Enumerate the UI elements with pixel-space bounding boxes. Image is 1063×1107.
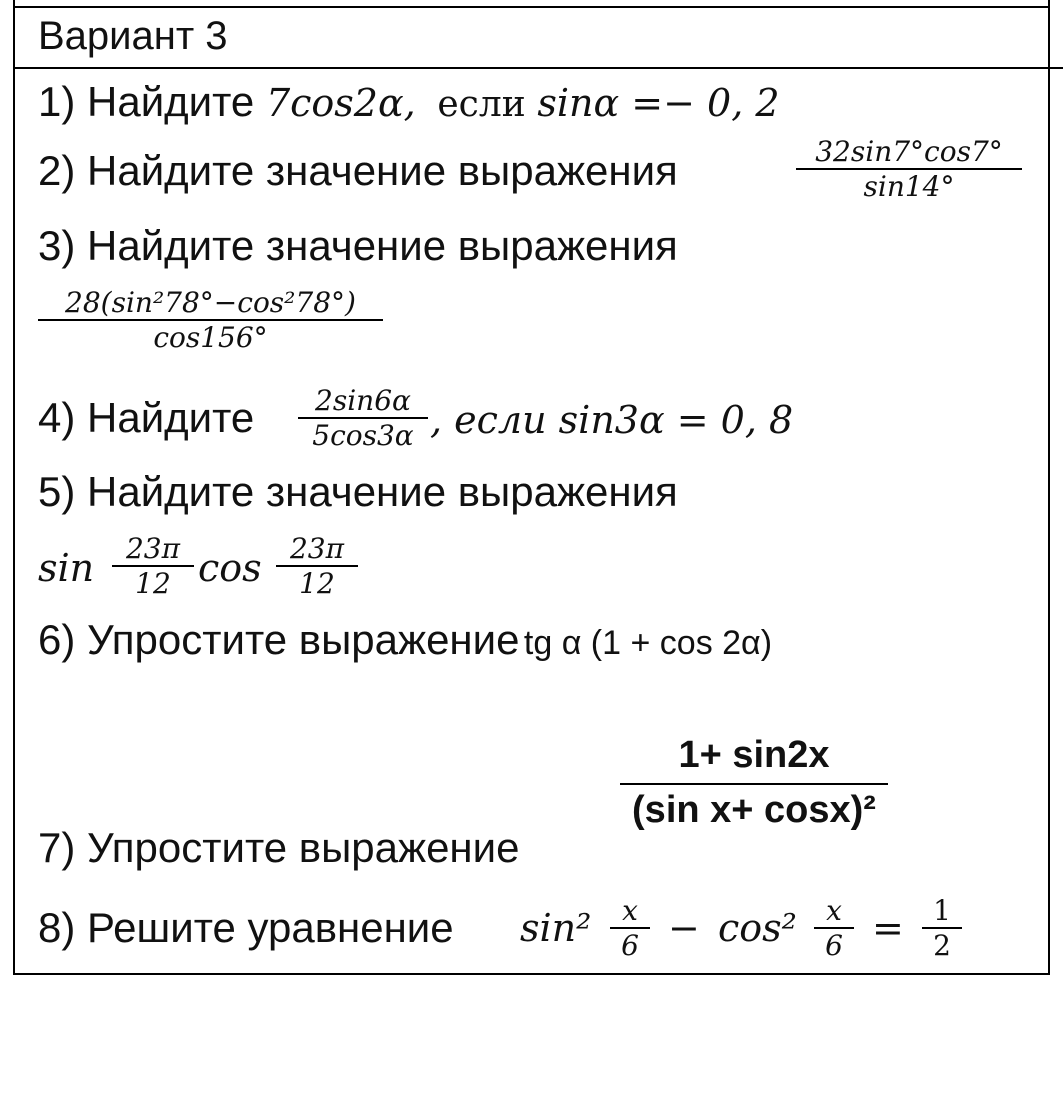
task-7-fraction bbox=[620, 734, 888, 832]
table-right-border bbox=[1048, 0, 1050, 975]
table-top-border bbox=[13, 6, 1050, 8]
task-2-fraction bbox=[796, 135, 1022, 203]
task-8-numerator-3: 1 bbox=[933, 894, 951, 927]
task-8-denominator-2: 6 bbox=[825, 929, 843, 962]
table-bottom-border bbox=[13, 973, 1050, 975]
task-7-label: 7) Упростите выражение bbox=[38, 824, 520, 871]
task-8-denominator-1: 6 bbox=[621, 929, 639, 962]
task-8-function-sin: sin² bbox=[520, 906, 592, 950]
task-1-condition-word: если bbox=[437, 84, 526, 125]
task-3-label: 3) Найдите значение выражения bbox=[38, 222, 678, 269]
task-2-denominator: sin14° bbox=[863, 170, 955, 203]
task-5-numerator-2: 23π bbox=[289, 532, 345, 565]
right-cell-divider bbox=[1048, 67, 1063, 69]
task-4-numerator: 2sin6α bbox=[315, 384, 411, 417]
task-5-numerator-1: 23π bbox=[125, 532, 181, 565]
task-8-equals: = bbox=[872, 906, 904, 950]
task-8-denominator-3: 2 bbox=[933, 929, 951, 962]
task-8-fraction-1 bbox=[610, 894, 650, 962]
task-2-label: 2) Найдите значение выражения bbox=[38, 147, 678, 194]
task-1-expression: 7cos2α, bbox=[265, 81, 416, 125]
table-left-border bbox=[13, 0, 15, 975]
task-8-fraction-3 bbox=[922, 894, 962, 962]
task-6 bbox=[38, 616, 772, 664]
task-5-fraction-2 bbox=[276, 532, 358, 600]
task-7-denominator: (sin x+ cosx)² bbox=[632, 789, 876, 831]
task-8-numerator-1: x bbox=[622, 894, 638, 927]
task-5-fraction-1 bbox=[112, 532, 194, 600]
task-4-denominator: 5cos3α bbox=[312, 419, 414, 452]
task-8-numerator-2: x bbox=[826, 894, 842, 927]
task-5-denominator-1: 12 bbox=[135, 567, 171, 600]
task-3-denominator: cos156° bbox=[153, 321, 268, 354]
task-8-minus: − bbox=[668, 906, 700, 950]
task-2-numerator: 32sin7°cos7° bbox=[815, 135, 1003, 168]
task-3-fraction bbox=[38, 286, 383, 354]
task-5-function-cos: cos bbox=[198, 546, 262, 590]
task-7-numerator: 1+ sin2x bbox=[678, 734, 830, 776]
task-4-condition: , если sin3α = 0, 8 bbox=[430, 398, 794, 442]
task-5-label: 5) Найдите значение выражения bbox=[38, 468, 678, 515]
task-5-function-sin: sin bbox=[38, 546, 95, 590]
variant-title: Вариант 3 bbox=[38, 14, 228, 58]
task-1-label: 1) Найдите bbox=[38, 78, 255, 125]
task-8-label: 8) Решите уравнение bbox=[38, 904, 454, 951]
task-5-denominator-2: 12 bbox=[299, 567, 335, 600]
task-1 bbox=[38, 78, 780, 126]
task-3-numerator: 28(sin²78°−cos²78°) bbox=[65, 286, 356, 319]
task-4-label: 4) Найдите bbox=[38, 394, 255, 441]
task-1-condition: sinα =− 0, 2 bbox=[537, 81, 780, 125]
task-6-label: 6) Упростите выражение bbox=[38, 616, 520, 663]
task-8-fraction-2 bbox=[814, 894, 854, 962]
task-8-function-cos: cos² bbox=[718, 906, 797, 950]
task-6-expression: tg α (1 + cos 2α) bbox=[523, 624, 773, 662]
header-divider bbox=[13, 67, 1063, 69]
task-4-fraction bbox=[298, 384, 428, 452]
